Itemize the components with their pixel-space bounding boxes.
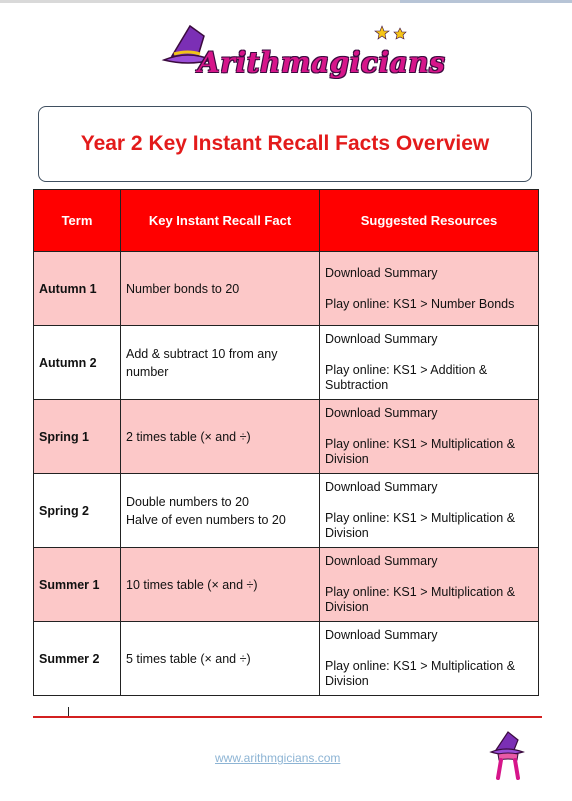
play-online-link[interactable]: Play online: KS1 > Multiplication & Division [325,585,516,614]
term-cell: Autumn 2 [34,326,121,400]
play-online-link[interactable]: Play online: KS1 > Multiplication & Division [325,437,516,466]
arithmagicians-logo [160,20,446,88]
table-row [34,252,539,326]
term-cell: Summer 2 [34,622,121,696]
table-row [34,326,539,400]
resources-cell [320,548,539,622]
fact-line: Halve of even numbers to 20 [126,512,286,527]
resources-cell [320,622,539,696]
download-summary-link[interactable]: Download Summary [325,554,438,568]
download-summary-link[interactable]: Download Summary [325,332,438,346]
fact-line: 10 times table (× and ÷) [126,577,258,592]
fact-cell [121,622,320,696]
table-row [34,400,539,474]
fact-line: Number bonds to 20 [126,281,240,296]
table-header-row [34,190,539,252]
fact-cell [121,548,320,622]
play-online-link[interactable]: Play online: KS1 > Multiplication & Division [325,511,516,540]
recall-facts-table [33,189,539,696]
resources-cell [320,326,539,400]
logo-wordmark: Arithmagicians [198,46,446,79]
fact-line: 5 times table (× and ÷) [126,651,251,666]
term-cell: Spring 2 [34,474,121,548]
top-divider [0,0,572,3]
header-term: Term [34,190,121,252]
play-online-link[interactable]: Play online: KS1 > Multiplication & Division [325,659,516,688]
play-online-link[interactable]: Play online: KS1 > Addition & Subtraction [325,363,488,392]
play-online-link[interactable]: Play online: KS1 > Number Bonds [325,296,515,311]
footer-divider [33,716,542,718]
term-cell: Summer 1 [34,548,121,622]
resources-cell [320,400,539,474]
fact-cell [121,400,320,474]
download-summary-link[interactable]: Download Summary [325,406,438,420]
download-summary-link[interactable]: Download Summary [325,480,438,494]
title-box [38,106,532,182]
download-summary-link[interactable]: Download Summary [325,265,438,280]
download-summary-link[interactable]: Download Summary [325,628,438,642]
resources-cell [320,252,539,326]
term-cell: Autumn 1 [34,252,121,326]
table-row [34,548,539,622]
table-row [34,622,539,696]
table-row [34,474,539,548]
page-title: Year 2 Key Instant Recall Facts Overview [80,132,490,155]
fact-cell [121,326,320,400]
term-cell: Spring 1 [34,400,121,474]
fact-line: 2 times table (× and ÷) [126,429,251,444]
fact-cell [121,252,320,326]
fact-line: Add & subtract 10 from any number [126,346,278,379]
header-resources: Suggested Resources [320,190,539,252]
header-fact: Key Instant Recall Fact [121,190,320,252]
website-link[interactable]: www.arithmgicians.com [215,751,341,765]
resources-cell [320,474,539,548]
fact-line: Double numbers to 20 [126,494,249,509]
fact-cell [121,474,320,548]
wizard-mascot-icon [488,730,528,782]
